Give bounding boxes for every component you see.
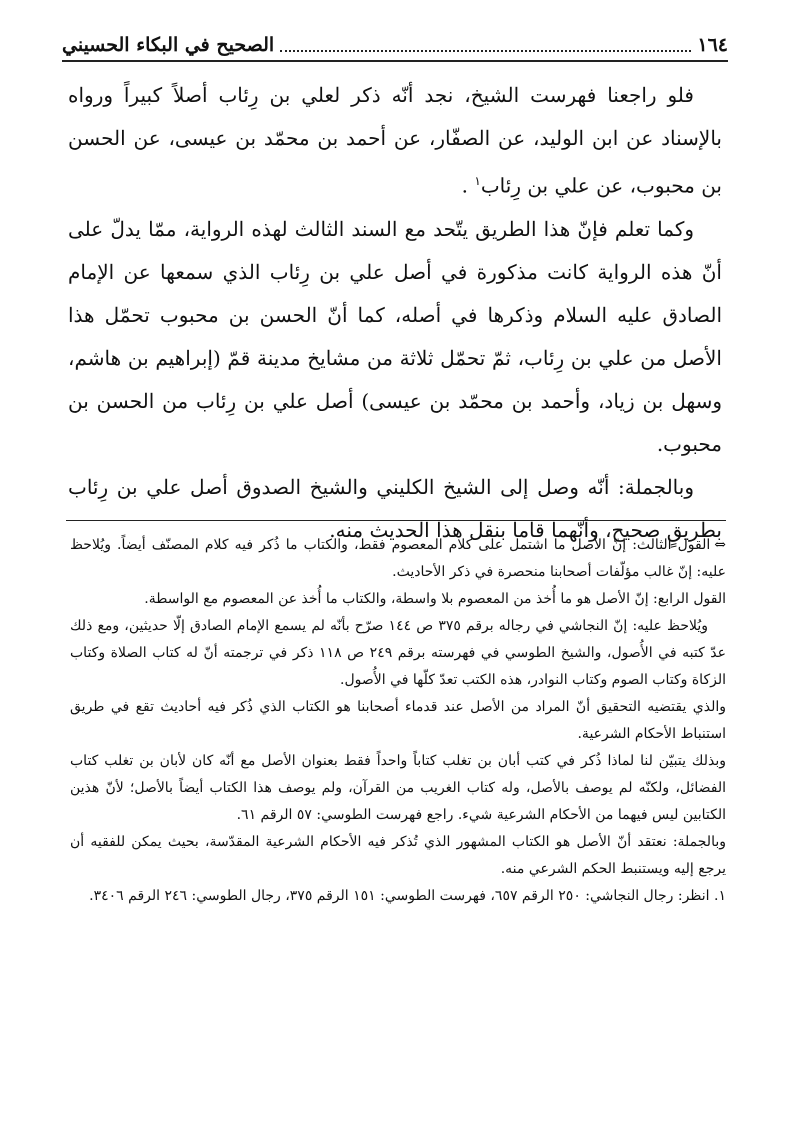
header-rule [62,60,728,62]
paragraph: فلو راجعنا فهرست الشيخ، نجد أنّه ذكر لعلي بن رِئاب أصلاً كبيراً ورواه بالإسناد عن ابن الوليد، عن الصفّار، عن أحمد بن محمّد بن عيسى، عن الحسن بن محبوب، عن علي بن رِئاب$^١$ . [68,83,722,198]
footnote-paragraph: ويُلاحظ عليه: إنّ النجاشي في رجاله برقم ٣٧٥ ص ١٤٤ صرّح بأنّه لم يسمع الإمام الصادق إلّا حديثين، ومع ذلك عدّ كتبه في الأُصول، والشيخ الطوسي في فهرسته برقم ٢٤٩ ص ١١٨ ذكر في ترجمته أنّ له كتاب الصلاة وكتاب الزكاة وكتاب الصوم وكتاب النوادر، هذه الكتب تعدّ كلّها في الأُصول. [70,618,727,688]
footnote-paragraph: والذي يقتضيه التحقيق أنّ المراد من الأصل عند قدماء أصحابنا هو الكتاب الذي ذُكر فيه أحاديث تقع في طريق استنباط الأحكام الشرعية. [70,699,726,742]
continuation-arrow-icon: ⇔ [714,537,726,553]
paragraph: وكما تعلم فإنّ هذا الطريق يتّحد مع السند الثالث لهذه الرواية، ممّا يدلّ على أنّ هذه الرواية كانت مذكورة في أصل علي بن رِئاب الذي سمعها عن الإمام الصادق عليه السلام وذكرها في أصله، كما أنّ الحسن بن محبوب تحمّل هذا الأصل من علي بن رِئاب، ثمّ تحمّل ثلاثة من مشايخ مدينة قمّ (إبراهيم بن هاشم، وسهل بن زياد، وأحمد بن محمّد بن عيسى) أصل علي بن رِئاب من الحسن بن محبوب. [68,216,722,456]
main-text [68,74,722,552]
footnote-marker[interactable]: ١ [474,174,481,188]
book-title: الصحيح في البكاء الحسيني [62,34,275,56]
footnote-reference: ١. انظر: رجال النجاشي: ٢٥٠ الرقم ٦٥٧، فهرست الطوسي: ١٥١ الرقم ٣٧٥، رجال الطوسي: ٢٤٦ الرقم ٣٤٠٦. [89,888,726,904]
running-header [62,30,728,60]
footnote-rule [66,520,726,521]
footnotes [70,532,726,910]
footnote-paragraph: وبذلك يتبيّن لنا لماذا ذُكر في كتب أبان بن تغلب كتاباً واحداً فقط بعنوان الأصل مع أنّه كان لأبان بن تغلب كتاب الفضائل، ولكنّه لم يوصف بالأصل، وله كتاب الغريب من القرآن، ولم يوصف هذا الكتاب أيضاً بالأصل؛ لأنّ هذين الكتابين ليس فيهما من الأحكام الشرعية شيء. راجع فهرست الطوسي: ٥٧ الرقم ٦١. [70,753,726,823]
page-number: ١٦٤ [697,34,728,56]
footnote-paragraph: ⇔القول الثالث: إنّ الأصل ما اشتمل على كلام المعصوم فقط، والكتاب ما ذُكر فيه كلام المصنّف أيضاً. ويُلاحظ عليه: إنّ غالب مؤلّفات أصحابنا منحصرة في ذكر الأحاديث. [70,537,726,580]
footnote-paragraph: وبالجملة: نعتقد أنّ الأصل هو الكتاب المشهور الذي تُذكر فيه الأحكام الشرعية المقدّسة، بحيث يمكن للفقيه أن يرجع إليه ويستنبط الحكم الشرعي منه. [70,834,726,877]
header-leader-dots [280,38,691,52]
footnote-paragraph: القول الرابع: إنّ الأصل هو ما أُخذ من المعصوم بلا واسطة، والكتاب ما أُخذ عن المعصوم مع الواسطة. [144,591,726,607]
paragraph: وبالجملة: أنّه وصل إلى الشيخ الكليني والشيخ الصدوق أصل علي بن رِئاب بطريقٍ صحيح، وأنّهما قاما بنقل هذا الحديث منه. [68,474,722,542]
